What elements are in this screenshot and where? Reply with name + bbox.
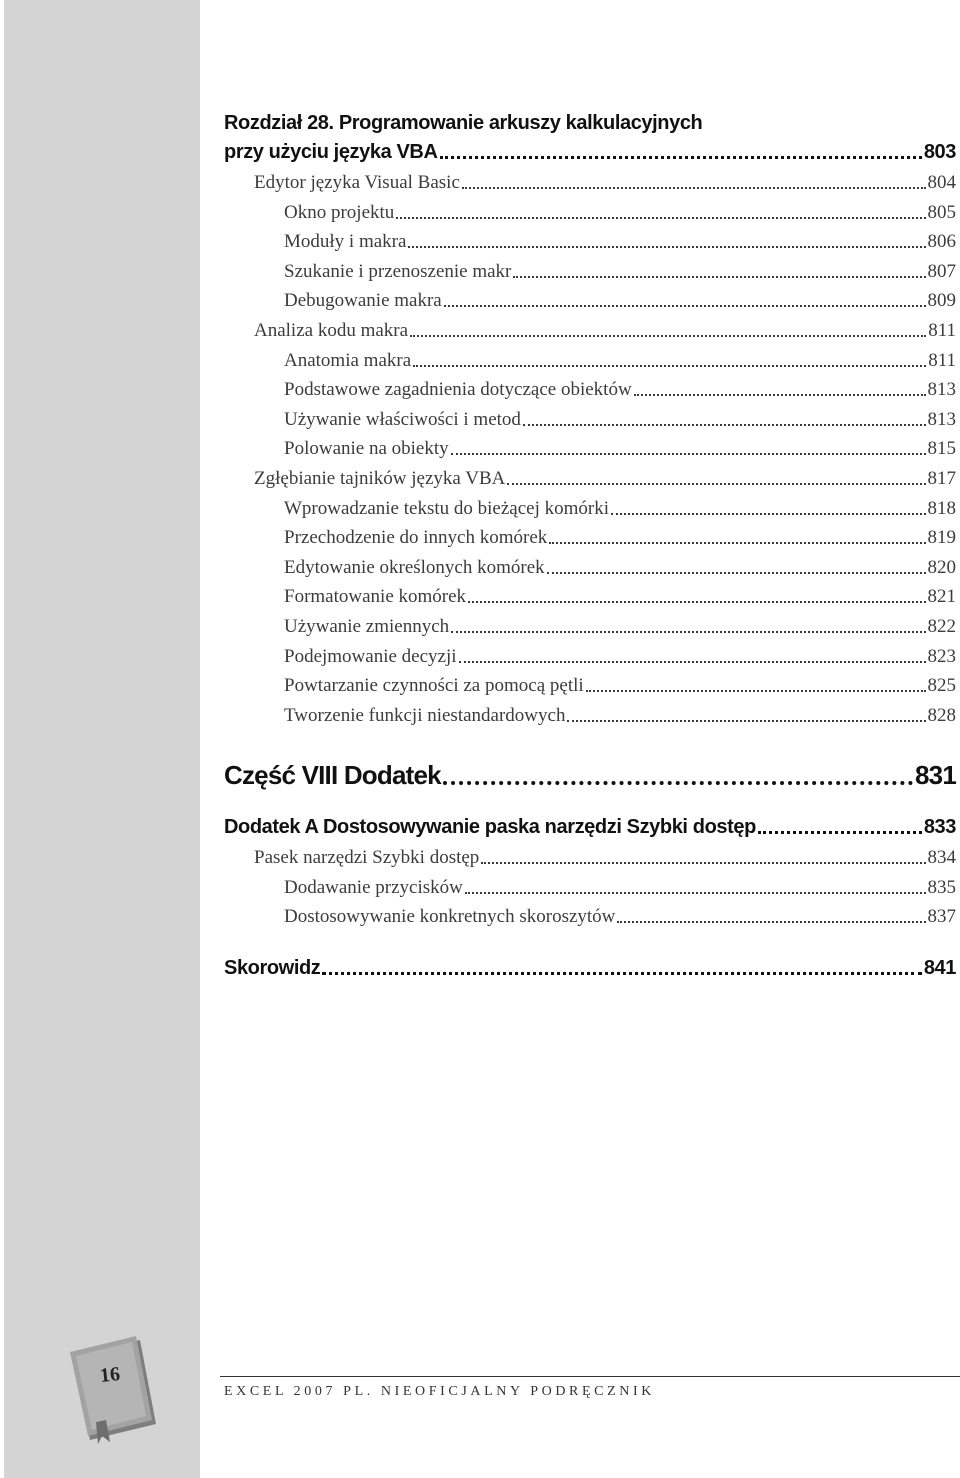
page-margin-band bbox=[0, 0, 200, 1478]
toc-entry-title: Zgłębianie tajników języka VBA bbox=[254, 468, 506, 489]
toc-entry[interactable] bbox=[254, 468, 956, 490]
toc-entry[interactable] bbox=[254, 320, 956, 342]
leader-dots bbox=[468, 601, 925, 603]
toc-entry-page: 806 bbox=[927, 231, 956, 253]
leader-dots bbox=[617, 921, 925, 923]
leader-dots bbox=[549, 542, 925, 544]
chapter-28-entry[interactable] bbox=[224, 141, 956, 164]
toc-entry-title: Szukanie i przenoszenie makr bbox=[284, 260, 512, 282]
toc-entry-title: Używanie zmiennych bbox=[284, 616, 450, 637]
toc-entry-page: 805 bbox=[927, 201, 956, 223]
toc-entry[interactable] bbox=[284, 675, 956, 697]
toc-entry[interactable] bbox=[284, 231, 956, 253]
leader-dots bbox=[523, 424, 926, 426]
toc-entry-page: 807 bbox=[927, 260, 956, 282]
leader-dots bbox=[586, 690, 926, 692]
toc-entry-page: 815 bbox=[927, 438, 956, 460]
leader-dots bbox=[451, 453, 926, 455]
toc-entry-title: Edytor języka Visual Basic bbox=[254, 172, 460, 193]
leader-dots bbox=[440, 156, 922, 159]
toc-entry[interactable] bbox=[284, 261, 956, 283]
leader-dots bbox=[634, 394, 926, 396]
leader-dots bbox=[513, 276, 925, 278]
part-8-entry[interactable] bbox=[224, 760, 956, 791]
leader-dots bbox=[547, 572, 926, 574]
toc-entry[interactable] bbox=[284, 877, 956, 899]
part-8-title: Część VIII Dodatek bbox=[224, 760, 441, 790]
index-title: Skorowidz bbox=[224, 957, 321, 979]
toc-entry-title: Tworzenie funkcji niestandardowych bbox=[284, 704, 566, 726]
toc-entry[interactable] bbox=[254, 847, 956, 869]
toc-entry-page: 834 bbox=[927, 847, 956, 868]
toc-entry-page: 809 bbox=[927, 290, 956, 312]
toc-entry-page: 828 bbox=[927, 704, 956, 726]
toc-entry-title: Edytowanie określonych komórek bbox=[284, 556, 545, 578]
toc-entry-page: 811 bbox=[928, 320, 956, 341]
toc-entry-page: 811 bbox=[928, 349, 956, 371]
toc-entry-title: Moduły i makra bbox=[284, 231, 407, 253]
toc-entry[interactable] bbox=[284, 527, 956, 549]
toc-entry-page: 822 bbox=[927, 616, 956, 637]
toc-entry-title: Debugowanie makra bbox=[284, 290, 442, 312]
toc-entry[interactable] bbox=[284, 586, 956, 608]
leader-dots bbox=[408, 246, 925, 248]
toc-entry-page: 813 bbox=[927, 408, 956, 430]
leader-dots bbox=[443, 781, 913, 785]
chapter-28-title-line1: Rozdział 28. Programowanie arkuszy kalkulacyjnych bbox=[224, 112, 703, 134]
toc-entry-title: Podstawowe zagadnienia dotyczące obiektów bbox=[284, 379, 632, 401]
toc-entry-title: Analiza kodu makra bbox=[254, 320, 409, 341]
chapter-28-title-line2: przy użyciu języka VBA bbox=[224, 141, 438, 163]
leader-dots bbox=[481, 862, 925, 864]
toc-entry[interactable] bbox=[284, 202, 956, 224]
toc-entry[interactable] bbox=[284, 350, 956, 372]
toc-entry[interactable] bbox=[284, 498, 956, 520]
toc-entry-title: Formatowanie komórek bbox=[284, 586, 467, 608]
toc-entry-page: 820 bbox=[927, 556, 956, 578]
toc-entry[interactable] bbox=[284, 290, 956, 312]
toc-entry-page: 819 bbox=[927, 527, 956, 549]
toc-entry[interactable] bbox=[284, 409, 956, 431]
leader-dots bbox=[462, 187, 926, 189]
appendix-a-title: Dodatek A Dostosowywanie paska narzędzi Szybki dostęp bbox=[224, 816, 756, 838]
toc-entry-page: 837 bbox=[927, 906, 956, 928]
leader-dots bbox=[758, 831, 922, 834]
toc-entry[interactable] bbox=[254, 172, 956, 194]
appendix-a-entry[interactable] bbox=[224, 816, 956, 839]
leader-dots bbox=[410, 335, 926, 337]
leader-dots bbox=[611, 513, 926, 515]
leader-dots bbox=[567, 720, 925, 722]
toc-entry-page: 804 bbox=[927, 172, 956, 193]
toc-entry[interactable] bbox=[284, 705, 956, 727]
toc-entry-title: Używanie właściwości i metod bbox=[284, 408, 521, 430]
part-8-page: 831 bbox=[915, 760, 956, 790]
table-of-contents bbox=[224, 0, 956, 1000]
toc-entry-title: Anatomia makra bbox=[284, 349, 412, 371]
toc-entry-title: Polowanie na obiekty bbox=[284, 438, 449, 460]
toc-entry-title: Dodawanie przycisków bbox=[284, 876, 463, 898]
toc-entry-title: Pasek narzędzi Szybki dostęp bbox=[254, 847, 480, 868]
leader-dots bbox=[459, 661, 926, 663]
toc-entry[interactable] bbox=[284, 646, 956, 668]
toc-entry[interactable] bbox=[284, 906, 956, 928]
toc-entry-title: Powtarzanie czynności za pomocą pętli bbox=[284, 675, 584, 697]
running-footer-title: EXCEL 2007 PL. NIEOFICJALNY PODRĘCZNIK bbox=[224, 1384, 655, 1399]
index-entry[interactable] bbox=[224, 957, 956, 980]
toc-entry-title: Podejmowanie decyzji bbox=[284, 645, 457, 667]
toc-entry-page: 835 bbox=[927, 876, 956, 898]
leader-dots bbox=[451, 631, 925, 633]
toc-entry-title: Wprowadzanie tekstu do bieżącej komórki bbox=[284, 497, 609, 519]
toc-entry-title: Przechodzenie do innych komórek bbox=[284, 527, 548, 549]
chapter-28-page: 803 bbox=[923, 141, 956, 163]
page-number-badge-icon bbox=[66, 1334, 166, 1444]
toc-entry-page: 825 bbox=[927, 675, 956, 697]
leader-dots bbox=[444, 305, 926, 307]
page-number: 16 bbox=[98, 1363, 122, 1387]
toc-entry-page: 817 bbox=[927, 468, 956, 489]
toc-entry-page: 823 bbox=[927, 645, 956, 667]
toc-entry-page: 813 bbox=[927, 379, 956, 401]
toc-entry[interactable] bbox=[284, 379, 956, 401]
toc-entry[interactable] bbox=[284, 438, 956, 460]
toc-entry-title: Okno projektu bbox=[284, 201, 395, 223]
toc-entry[interactable] bbox=[284, 616, 956, 638]
leader-dots bbox=[507, 483, 925, 485]
toc-entry-title: Dostosowywanie konkretnych skoroszytów bbox=[284, 906, 616, 928]
leader-dots bbox=[413, 365, 926, 367]
index-page: 841 bbox=[923, 957, 956, 979]
toc-entry-page: 818 bbox=[927, 497, 956, 519]
footer-rule bbox=[220, 1376, 960, 1377]
leader-dots bbox=[465, 892, 926, 894]
leader-dots bbox=[322, 972, 921, 975]
toc-entry-page: 821 bbox=[927, 586, 956, 608]
appendix-a-page: 833 bbox=[923, 816, 956, 838]
leader-dots bbox=[396, 217, 925, 219]
toc-entry[interactable] bbox=[284, 557, 956, 579]
